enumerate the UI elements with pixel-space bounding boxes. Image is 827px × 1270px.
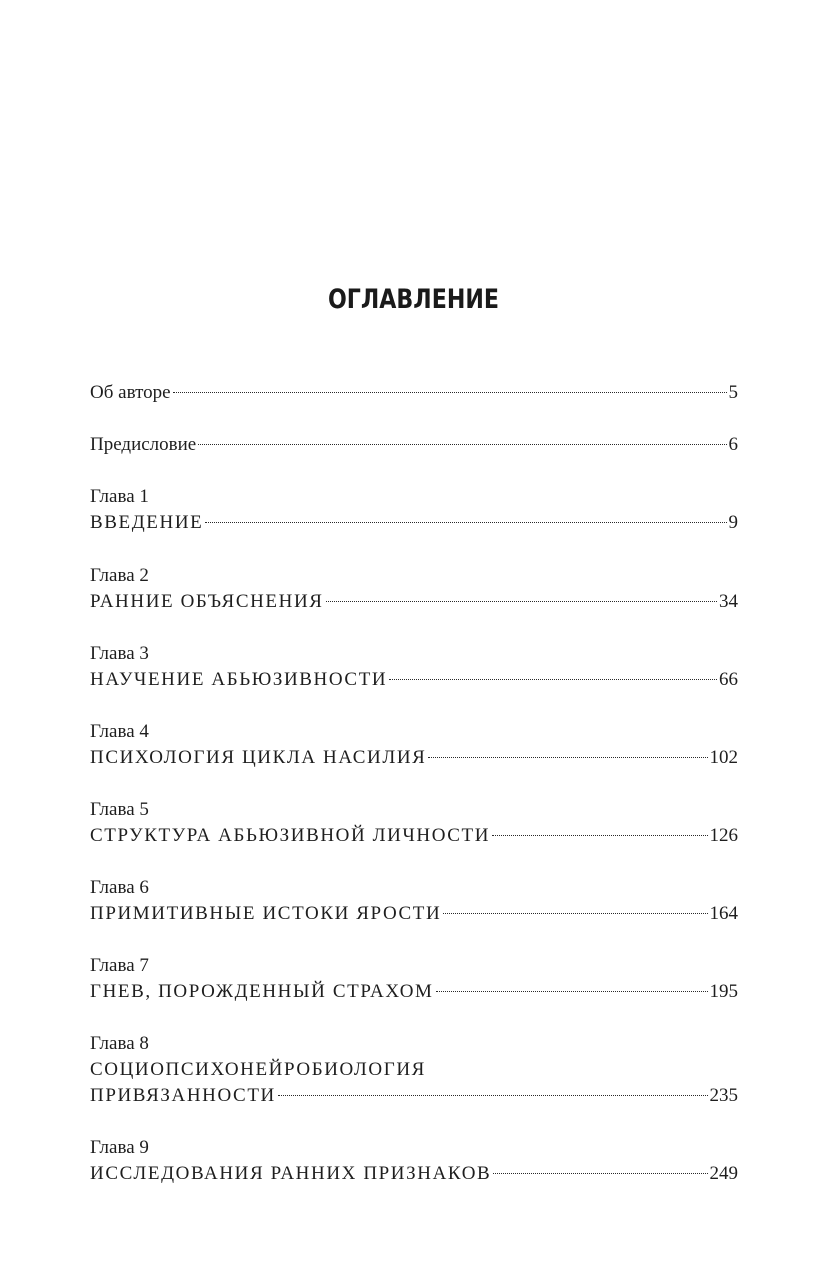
chapter-label: Глава 6 [90,877,149,898]
dot-leader [326,601,717,602]
toc-entry-page: 9 [728,512,738,533]
chapter-label: Глава 9 [90,1137,149,1158]
toc-entry-about-author[interactable] [90,380,738,406]
toc-entry-title: ПСИХОЛОГИЯ ЦИКЛА НАСИЛИЯ [90,747,427,768]
toc-entry-chapter-5[interactable] [90,797,738,849]
toc-entry-title: ПРИВЯЗАННОСТИ [90,1085,276,1106]
dot-leader [278,1095,708,1096]
toc-entry-page: 5 [728,382,738,403]
dot-leader [436,991,708,992]
toc-entry-title: РАННИЕ ОБЪЯСНЕНИЯ [90,591,324,612]
dot-leader [428,757,707,758]
chapter-label: Глава 2 [90,565,149,586]
toc-entry-page: 164 [709,903,738,924]
toc-entry-chapter-9[interactable] [90,1135,738,1187]
chapter-label: Глава 1 [90,486,149,507]
toc-entry-title: ИССЛЕДОВАНИЯ РАННИХ ПРИЗНАКОВ [90,1163,492,1184]
toc-entry-title: ПРИМИТИВНЫЕ ИСТОКИ ЯРОСТИ [90,903,442,924]
chapter-label: Глава 8 [90,1033,149,1054]
toc-entry-title: Об авторе [90,382,171,403]
page-title: ОГЛАВЛЕНИЕ [327,284,500,315]
dot-leader [443,913,707,914]
dot-leader [205,522,726,523]
chapter-label: Глава 3 [90,643,149,664]
toc-entry-chapter-4[interactable] [90,719,738,771]
toc-entry-title: ВВЕДЕНИЕ [90,512,204,533]
chapter-label: Глава 7 [90,955,149,976]
toc-entry-chapter-1[interactable] [90,484,738,536]
toc-entry-chapter-6[interactable] [90,875,738,927]
toc-entry-chapter-8[interactable] [90,1031,738,1109]
toc-entry-title: ГНЕВ, ПОРОЖДЕННЫЙ СТРАХОМ [90,981,434,1002]
toc-entry-page: 34 [719,591,738,612]
toc-entry-page: 195 [709,981,738,1002]
toc-entry-page: 102 [709,747,738,768]
toc-entry-page: 249 [709,1163,738,1184]
toc-entry-title: Предисловие [90,434,197,455]
toc-entry-chapter-2[interactable] [90,563,738,615]
toc-entry-title: СТРУКТУРА АБЬЮЗИВНОЙ ЛИЧНОСТИ [90,825,491,846]
chapter-label: Глава 5 [90,799,149,820]
toc-entry-page: 126 [709,825,738,846]
toc-entry-chapter-7[interactable] [90,953,738,1005]
dot-leader [198,444,726,445]
dot-leader [493,1173,707,1174]
dot-leader [492,835,707,836]
toc-entry-preface[interactable] [90,432,738,458]
dot-leader [173,392,727,393]
toc-entry-chapter-3[interactable] [90,641,738,693]
toc-entry-page: 235 [709,1085,738,1106]
toc-entry-page: 6 [728,434,738,455]
toc-entry-page: 66 [719,669,738,690]
chapter-label: Глава 4 [90,721,149,742]
dot-leader [389,679,717,680]
toc-entry-title-line1: СОЦИОПСИХОНЕЙРОБИОЛОГИЯ [90,1059,426,1080]
toc-entry-title: НАУЧЕНИЕ АБЬЮЗИВНОСТИ [90,669,388,690]
